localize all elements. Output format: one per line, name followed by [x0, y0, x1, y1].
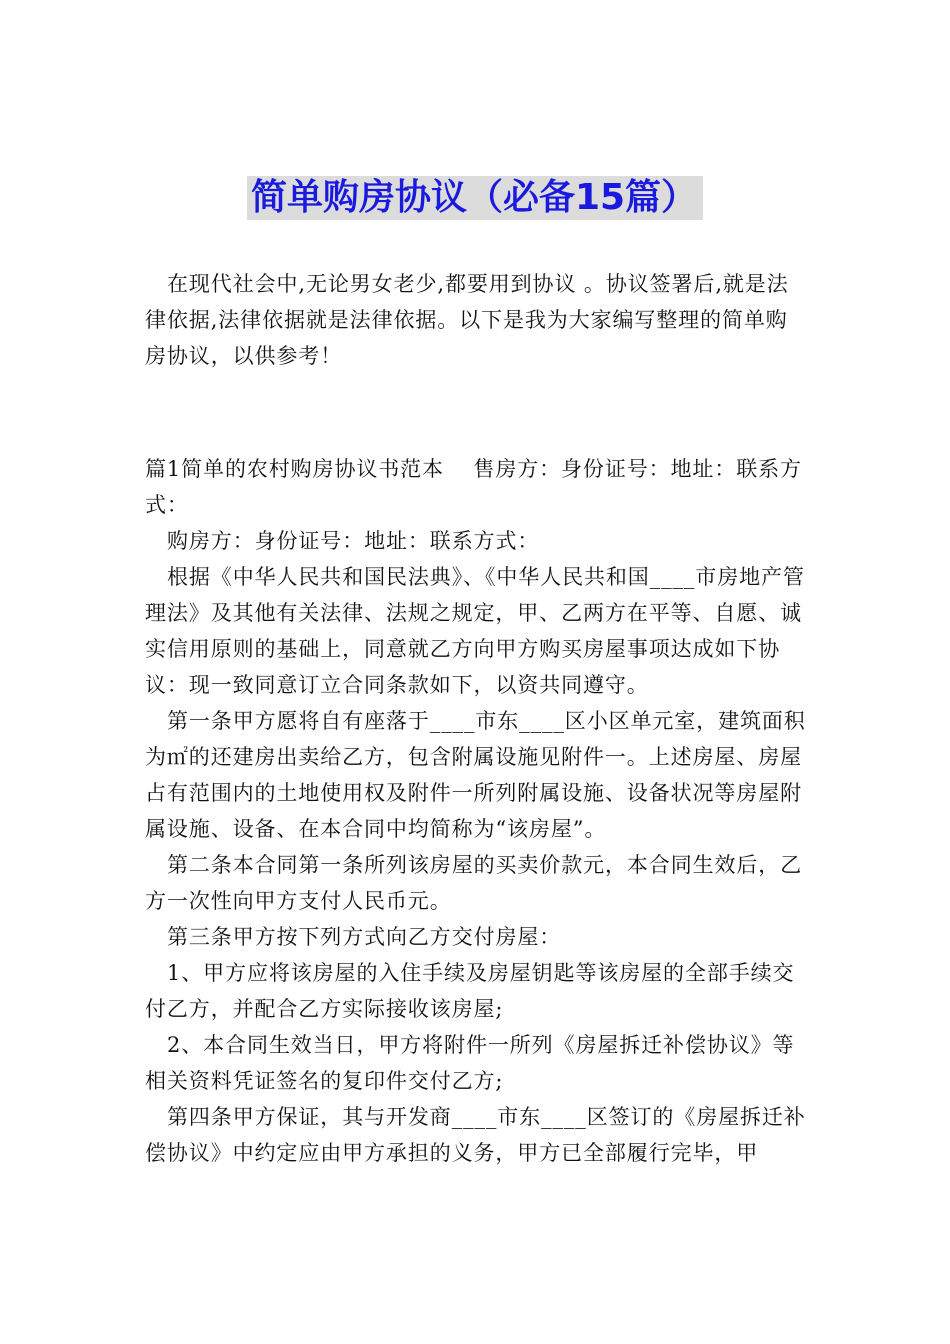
legal-basis-paragraph: 根据《中华人民共和国民法典》、《中华人民共和国____市房地产管理法》及其他有关法律、法规之规定，甲、乙两方在平等、自愿、诚实信用原则的基础上，同意就乙方向甲方购买房屋事项达成如下协议：现一致同意订立合同条款如下，以资共同遵守。: [145, 565, 805, 697]
intro-section: [145, 266, 807, 374]
buyer-info-paragraph: 购房方：身份证号：地址：联系方式：: [167, 529, 540, 553]
clause-3-paragraph: 第三条甲方按下列方式向乙方交付房屋：: [167, 925, 562, 949]
intro-paragraph: 在现代社会中,无论男女老少,都要用到协议 。协议签署后,就是法律依据,法律依据就是法律依据。以下是我为大家编写整理的简单购房协议，以供参考！: [145, 272, 789, 368]
agreement-body: [145, 451, 807, 1171]
clause-2-paragraph: 第二条本合同第一条所列该房屋的买卖价款元，本合同生效后，乙方一次性向甲方支付人民币元。: [145, 853, 803, 913]
clause-1-paragraph: 第一条甲方愿将自有座落于____市东____区小区单元室，建筑面积为㎡的还建房出卖给乙方，包含附属设施见附件一。上述房屋、房屋占有范围内的土地使用权及附件一所列附属设施、设备状况等房屋附属设施、设备、在本合同中均简称为“该房屋”。: [145, 709, 806, 841]
clause-3-item-1: 1、甲方应将该房屋的入住手续及房屋钥匙等该房屋的全部手续交付乙方，并配合乙方实际接收该房屋;: [145, 961, 795, 1021]
document-title: 简单购房协议（必备15篇）: [247, 176, 703, 220]
clause-4-paragraph: 第四条甲方保证，其与开发商____市东____区签订的《房屋拆迁补偿协议》中约定应由甲方承担的义务，甲方已全部履行完毕，甲: [145, 1105, 806, 1165]
section-heading-paragraph: 篇1简单的农村购房协议书范本 售房方：身份证号：地址：联系方式：: [145, 457, 802, 517]
title-wrap: [0, 176, 950, 220]
clause-3-item-2: 2、本合同生效当日，甲方将附件一所列《房屋拆迁补偿协议》等相关资料凭证签名的复印件交付乙方;: [145, 1033, 795, 1093]
